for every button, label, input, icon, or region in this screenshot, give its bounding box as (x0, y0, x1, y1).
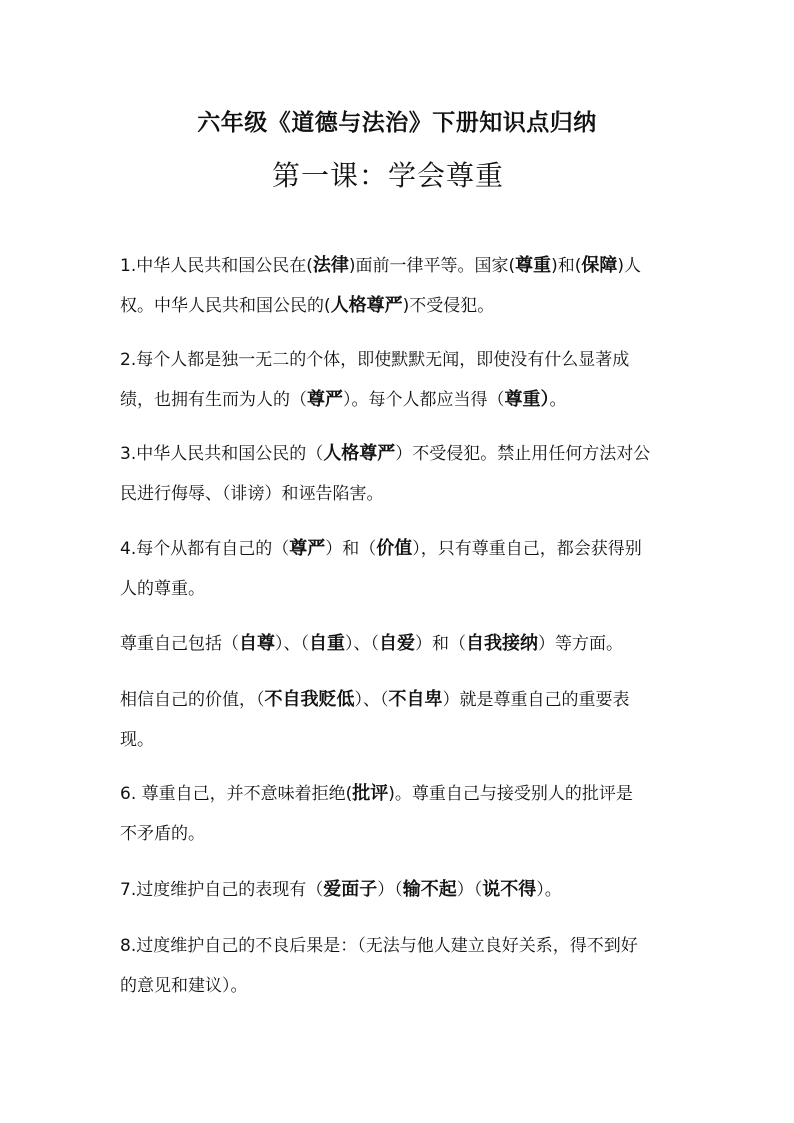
answer-text: 爱面子 (323, 879, 378, 900)
paragraph-line (120, 529, 710, 569)
paragraph-5 (120, 624, 710, 664)
answer-text: 人格尊严 (330, 295, 403, 316)
body-text: ）。 (536, 880, 562, 900)
body-text: 权。中华人民共和国公民的( (120, 296, 331, 316)
body-text: ）、（ (275, 634, 309, 654)
answer-text: 自重 (309, 633, 345, 654)
answer-text: 法律 (312, 255, 349, 276)
body-text: 。 (549, 390, 567, 410)
body-text: 绩，也拥有生而为人的（ (120, 390, 307, 410)
paragraph-line (120, 814, 710, 854)
paragraph-2 (120, 340, 710, 420)
paragraph-9 (120, 926, 710, 1006)
paragraph-line (120, 774, 710, 814)
answer-text: 价值 (376, 538, 413, 559)
body-text: 2.每个人都是独一无二的个体，即使默默无闻，即使没有什么显著成 (120, 350, 630, 370)
body-text: )人 (617, 256, 642, 276)
paragraph-line (120, 870, 710, 910)
body-text: 8.过度维护自己的不良后果是：（无法与他人建立良好关系，得不到好 (120, 936, 638, 956)
body-text: ）等方面。 (538, 634, 623, 654)
body-text: 4.每个从都有自己的（ (120, 539, 290, 559)
body-text: )面前一律平等。国家( (348, 256, 516, 276)
paragraph-line (120, 380, 710, 420)
body-text: ）、（ (345, 634, 379, 654)
answer-text: 尊严 (307, 389, 343, 410)
answer-text: 尊严 (289, 538, 326, 559)
answer-text: 自尊 (239, 633, 275, 654)
paragraph-6 (120, 680, 710, 760)
body-text: ）（ (377, 880, 403, 900)
body-text: 人的尊重。 (120, 579, 205, 599)
body-text: 不矛盾的。 (120, 824, 205, 844)
body-text: ）和（ (325, 539, 377, 559)
paragraph-line (120, 246, 710, 286)
body-text: 6. 尊重自己，并不意味着拒绝( (120, 784, 353, 804)
answer-text: 不自我贬低 (264, 689, 355, 710)
body-text: 尊重自己包括（ (120, 634, 239, 654)
body-text: ）。每个人都应当得（ (343, 390, 505, 410)
answer-text: 说不得 (482, 879, 537, 900)
body-text: 的意见和建议）。 (120, 976, 248, 996)
answer-text: 批评 (352, 783, 389, 804)
answer-text: 不自卑 (388, 689, 443, 710)
body-text: 1.中华人民共和国公民在( (120, 256, 313, 276)
body-text: )和( (551, 256, 582, 276)
body-text: ），只有尊重自己，都会获得别 (412, 539, 642, 559)
body-text: 民进行侮辱、（诽谤）和诬告陷害。 (120, 484, 384, 504)
paragraph-line (120, 624, 710, 664)
body-text: )不受侵犯。 (402, 296, 495, 316)
answer-text: 人格尊严 (323, 443, 396, 464)
paragraph-1 (120, 246, 710, 326)
body-text: )。尊重自己与接受别人的批评是 (388, 784, 633, 804)
answer-text: 输不起 (402, 879, 457, 900)
paragraph-line (120, 569, 710, 609)
paragraph-8 (120, 870, 710, 910)
paragraph-line (120, 340, 710, 380)
answer-text: 尊重 (515, 255, 552, 276)
paragraph-line (120, 474, 710, 514)
paragraph-line (120, 680, 710, 720)
paragraph-line (120, 926, 710, 966)
body-text: 相信自己的价值，（ (120, 690, 265, 710)
paragraph-line (120, 966, 710, 1006)
body-text: 7.过度维护自己的表现有（ (120, 880, 324, 900)
answer-text: 自爱 (379, 633, 415, 654)
lesson-title: 第一课：学会尊重 (272, 159, 505, 192)
body-text: 3.中华人民共和国公民的（ (120, 444, 324, 464)
body-text: 现。 (120, 730, 154, 750)
paragraph-line (120, 720, 710, 760)
body-text: ）、（ (354, 690, 389, 710)
body-text: ）就是尊重自己的重要表 (442, 690, 630, 710)
answer-text: 保障 (581, 255, 618, 276)
body-text: ）不受侵犯。禁止用任何方法对公 (395, 444, 651, 464)
paragraph-4 (120, 529, 710, 609)
answer-text: 自我接纳 (466, 633, 538, 654)
document-title: 六年级《道德与法治》下册知识点归纳 (197, 110, 597, 136)
paragraph-line (120, 286, 710, 326)
body-text: ）（ (456, 880, 483, 900)
paragraph-3 (120, 434, 710, 514)
paragraph-7 (120, 774, 710, 854)
paragraph-line (120, 434, 710, 474)
body-text: ）和（ (415, 634, 466, 654)
answer-text: 尊重） (504, 389, 550, 410)
